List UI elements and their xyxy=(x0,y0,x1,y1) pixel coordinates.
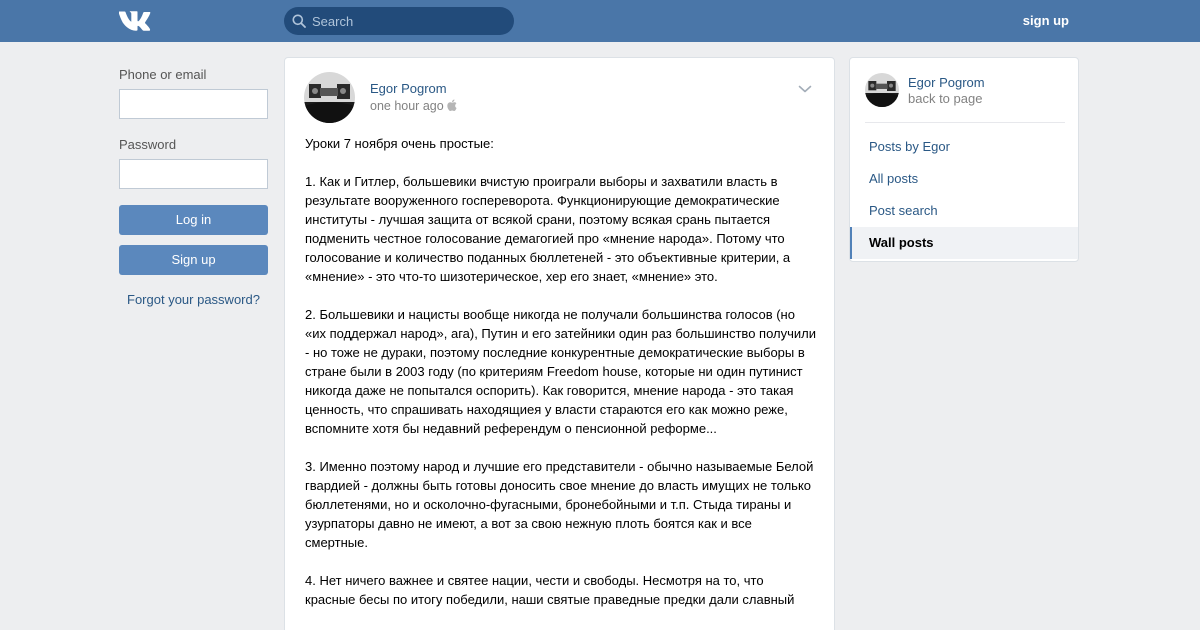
post-meta xyxy=(370,99,457,113)
menu-item-all-posts[interactable]: All posts xyxy=(869,171,919,186)
search-box[interactable] xyxy=(284,7,514,35)
avatar-image-icon xyxy=(304,72,355,123)
sidebar-avatar[interactable] xyxy=(865,73,899,107)
post-paragraph: 1. Как и Гитлер, большевики вчистую проиграли выборы и захватили власть в результате вооруженного госпереворота. Функционирующие демократические институты - лучшая защита от всякой срани, поэтому всякая срань пытается подменить честное голосование демагогией про «мнение народа». Потому что голосование и количество поданных бюллетеней - это объективные критерии, а «мнение» - это что-то шизотерическое, хер его знает, «мнение» это. xyxy=(305,174,791,284)
menu-item-post-search[interactable]: Post search xyxy=(869,203,938,218)
vk-logo-icon[interactable] xyxy=(119,10,152,31)
post-paragraph: 3. Именно поэтому народ и лучшие его представители - обычно называемые Белой гвардией - должны быть готовы доносить свое мнение до власть имущих не только бюллетенями, но и осколочно-фугасными, бронебойными и т.п. Стыда тираны и узурпаторы давно не имеют, а вот за свою нежную плоть боятся как и все смертные. xyxy=(305,459,814,550)
post-time[interactable]: one hour ago xyxy=(370,99,444,113)
back-to-page-link[interactable]: back to page xyxy=(908,91,983,106)
sidebar-author-link[interactable]: Egor Pogrom xyxy=(908,75,985,90)
post-paragraph: Уроки 7 ноября очень простые: xyxy=(305,136,494,151)
chevron-down-icon[interactable] xyxy=(798,84,812,94)
apple-icon xyxy=(447,99,457,111)
phone-email-field[interactable] xyxy=(119,89,268,119)
wall-post xyxy=(284,57,835,630)
password-label: Password xyxy=(119,137,177,152)
menu-item-posts-by-egor[interactable]: Posts by Egor xyxy=(869,139,950,154)
login-form xyxy=(119,67,268,307)
avatar-image-icon xyxy=(865,73,899,107)
menu-item-wall-posts[interactable]: Wall posts xyxy=(850,227,1078,259)
divider xyxy=(865,122,1065,123)
search-icon xyxy=(292,14,306,28)
forgot-password-link[interactable]: Forgot your password? xyxy=(127,292,260,307)
search-input[interactable] xyxy=(312,7,508,35)
post-paragraph: 2. Большевики и нацисты вообще никогда не получали большинства голосов (но «их поддержал народ», ага), Путин и его затейники один раз большинство получили - но тоже не дураки, поэтому последние конкурентные демократические выборы в стране были в 2003 году (по критериям Freedom house, которые ни один путинист никогда даже не попытался оспорить). Как говорится, мнение народа - это такая ценность, что спрашивать находящиея у власти стараются его как можно реже, вспомните хотя бы недавний референдум о пенсионной реформе... xyxy=(305,307,816,436)
signup-button[interactable]: Sign up xyxy=(119,245,268,275)
post-text xyxy=(305,134,817,628)
login-button[interactable]: Log in xyxy=(119,205,268,235)
phone-label: Phone or email xyxy=(119,67,207,82)
top-header xyxy=(0,0,1200,42)
post-paragraph: 4. Нет ничего важнее и святее нации, чести и свободы. Несмотря на то, что красные бесы по итогу победили, наши святые праведные предки дали славный xyxy=(305,573,795,607)
author-avatar[interactable] xyxy=(304,72,355,123)
signup-link[interactable]: sign up xyxy=(1022,13,1069,28)
password-field[interactable] xyxy=(119,159,268,189)
post-author-link[interactable]: Egor Pogrom xyxy=(370,81,447,96)
sidebar-menu xyxy=(850,131,1078,259)
profile-sidebar xyxy=(849,57,1079,262)
